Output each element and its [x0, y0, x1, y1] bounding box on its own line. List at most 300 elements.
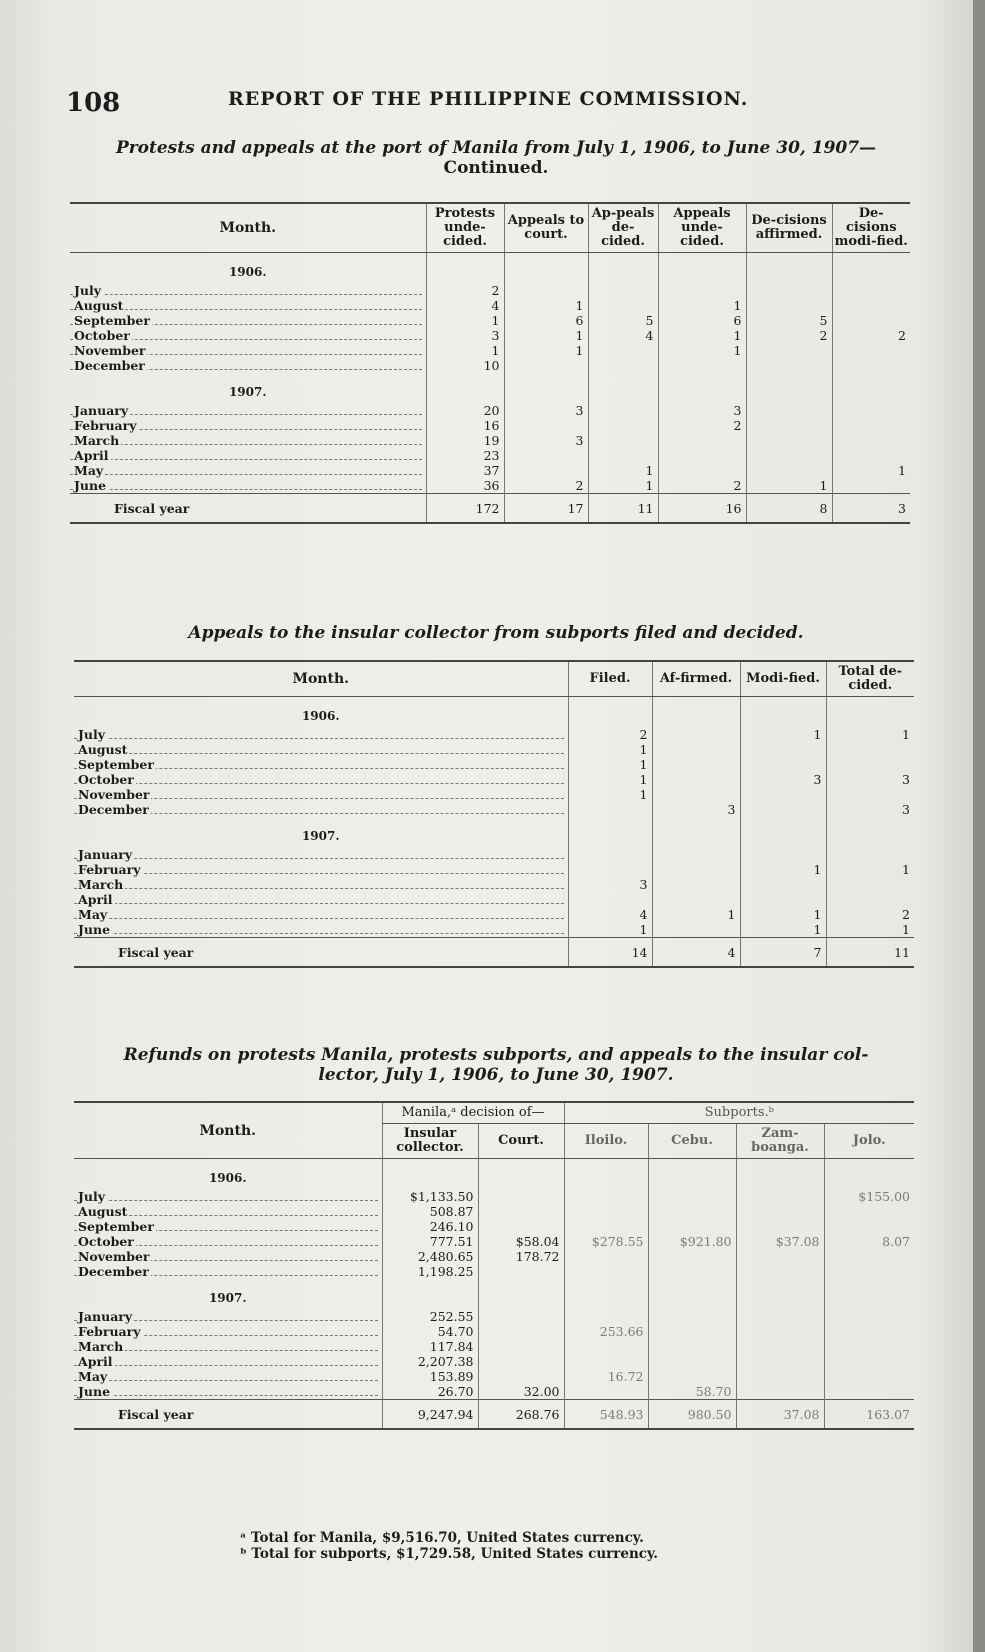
total-value: 17 [504, 494, 588, 524]
value-cell [824, 1309, 914, 1324]
table-row [74, 727, 914, 742]
table-row [74, 892, 914, 907]
value-cell [832, 418, 910, 433]
cell-value: 1 [902, 922, 910, 937]
value-cell [652, 862, 740, 877]
year-label: 1906. [208, 1170, 247, 1185]
cell-value: 1 [491, 313, 500, 328]
cell-value: $278.55 [591, 1234, 644, 1249]
month-cell [74, 1384, 382, 1400]
value-cell [736, 1369, 824, 1384]
table-row [74, 847, 914, 862]
value-cell [568, 892, 652, 907]
value-cell [426, 283, 504, 298]
cell-value: 5 [645, 313, 654, 328]
month-cell [70, 463, 426, 478]
total-value: 268.76 [478, 1400, 564, 1430]
fiscal-year-label: Fiscal year [70, 494, 426, 524]
month-label: March [78, 1339, 124, 1354]
value-cell [740, 802, 826, 817]
leader-dots [74, 903, 564, 904]
cell-value: $37.08 [775, 1234, 820, 1249]
cell [826, 817, 914, 847]
cell-value: $1,133.50 [409, 1189, 474, 1204]
page-number: 108 [66, 88, 121, 118]
leader-dots [74, 1365, 378, 1366]
table3-caption [66, 1045, 926, 1085]
cell-value: 246.10 [429, 1219, 474, 1234]
table-row [70, 478, 910, 494]
month-label: July [78, 1189, 106, 1204]
value-cell [568, 742, 652, 757]
month-label: May [78, 907, 108, 922]
page-header [66, 82, 926, 122]
cell-value: 1 [733, 343, 742, 358]
table-row [74, 757, 914, 772]
value-cell [658, 403, 746, 418]
cell-value: 1 [813, 862, 822, 877]
value-cell [658, 313, 746, 328]
value-cell [588, 403, 658, 418]
value-cell [564, 1369, 648, 1384]
leader-dots [74, 933, 564, 934]
month-cell [74, 877, 568, 892]
table2-caption-text: Appeals to the insular collector from subports filed and decided. [188, 623, 804, 643]
table3-col-header: Iloilo. [564, 1124, 648, 1159]
cell-value: 2,480.65 [417, 1249, 474, 1264]
table-row [70, 433, 910, 448]
month-cell [74, 1219, 382, 1234]
value-cell [824, 1189, 914, 1204]
total-value: 37.08 [736, 1400, 824, 1430]
table-row [70, 418, 910, 433]
month-cell [74, 892, 568, 907]
value-cell [564, 1219, 648, 1234]
table1-col-header: Appeals to court. [504, 203, 588, 253]
table-row [74, 1309, 914, 1324]
value-cell [588, 298, 658, 313]
total-value: 9,247.94 [382, 1400, 478, 1430]
cell-value: 1 [813, 727, 822, 742]
value-cell [658, 433, 746, 448]
month-label: December [74, 358, 145, 373]
table2-col-header: Total de-cided. [826, 661, 914, 697]
value-cell [426, 328, 504, 343]
month-label: November [74, 343, 146, 358]
value-cell [826, 742, 914, 757]
value-cell [824, 1234, 914, 1249]
cell-value: 58.70 [695, 1384, 732, 1399]
fiscal-year-label: Fiscal year [74, 938, 568, 968]
table-row [70, 403, 910, 418]
footnote-a: ᵃ Total for Manila, $9,516.70, United States currency. [240, 1530, 644, 1546]
table2-col-header: Af-firmed. [652, 661, 740, 697]
month-label: August [74, 298, 124, 313]
year-label: 1906. [228, 264, 267, 279]
value-cell [504, 478, 588, 494]
total-value: 163.07 [824, 1400, 914, 1430]
table-row [74, 772, 914, 787]
value-cell [832, 343, 910, 358]
value-cell [740, 922, 826, 938]
value-cell [746, 298, 832, 313]
table2-col-header: Modi-fied. [740, 661, 826, 697]
value-cell [648, 1309, 736, 1324]
cell [824, 1159, 914, 1190]
cell-value: 6 [575, 313, 584, 328]
table-row [70, 283, 910, 298]
leader-dots [74, 738, 564, 739]
month-label: August [78, 1204, 128, 1219]
protests-appeals-table [70, 202, 910, 524]
month-label: November [78, 1249, 150, 1264]
value-cell [568, 787, 652, 802]
month-cell [74, 772, 568, 787]
value-cell [826, 772, 914, 787]
value-cell [564, 1249, 648, 1264]
value-cell [564, 1384, 648, 1400]
value-cell [832, 463, 910, 478]
cell-value: 19 [483, 433, 500, 448]
value-cell [426, 403, 504, 418]
total-value: 8 [746, 494, 832, 524]
value-cell [564, 1324, 648, 1339]
value-cell [648, 1234, 736, 1249]
total-value: 7 [740, 938, 826, 968]
value-cell [478, 1324, 564, 1339]
value-cell [746, 283, 832, 298]
cell [478, 1279, 564, 1309]
value-cell [478, 1204, 564, 1219]
table-row [74, 1249, 914, 1264]
cell-value: 1 [645, 463, 654, 478]
table3-col-header: Zam-boanga. [736, 1124, 824, 1159]
value-cell [564, 1264, 648, 1279]
leader-dots [74, 1380, 378, 1381]
value-cell [736, 1234, 824, 1249]
table-row [74, 907, 914, 922]
value-cell [382, 1384, 478, 1400]
year-row [74, 817, 914, 847]
month-label: February [74, 418, 137, 433]
value-cell [564, 1204, 648, 1219]
leader-dots [74, 1200, 378, 1201]
value-cell [832, 283, 910, 298]
cell-value: 1 [575, 343, 584, 358]
value-cell [658, 298, 746, 313]
table-row [74, 1219, 914, 1234]
value-cell [746, 448, 832, 463]
table2-body [74, 697, 914, 968]
value-cell [588, 313, 658, 328]
cell-value: 26.70 [437, 1384, 474, 1399]
cell [658, 373, 746, 403]
table2-header-row [74, 661, 914, 697]
table1-col-header: Month. [70, 203, 426, 253]
year-row [70, 373, 910, 403]
cell [382, 1279, 478, 1309]
cell-value: 2 [733, 478, 742, 493]
month-cell [74, 1324, 382, 1339]
table3-body [74, 1159, 914, 1430]
month-label: April [78, 892, 113, 907]
cell-value: 1 [639, 757, 648, 772]
value-cell [588, 283, 658, 298]
value-cell [426, 343, 504, 358]
table3-col-header: Cebu. [648, 1124, 736, 1159]
value-cell [568, 922, 652, 938]
cell [648, 1279, 736, 1309]
table1-body [70, 253, 910, 524]
cell-value: 1 [819, 478, 828, 493]
table3-col-header: Insular collector. [382, 1124, 478, 1159]
cell-value: 1 [733, 328, 742, 343]
cell-value: 1 [902, 862, 910, 877]
value-cell [478, 1189, 564, 1204]
value-cell [746, 358, 832, 373]
cell-value: 4 [639, 907, 648, 922]
value-cell [746, 328, 832, 343]
value-cell [588, 463, 658, 478]
value-cell [648, 1384, 736, 1400]
leader-dots [74, 1395, 378, 1396]
total-value: 172 [426, 494, 504, 524]
value-cell [746, 313, 832, 328]
cell [746, 373, 832, 403]
month-cell [70, 343, 426, 358]
cell-value: 253.66 [599, 1324, 644, 1339]
value-cell [478, 1369, 564, 1384]
month-cell [74, 847, 568, 862]
leader-dots [70, 444, 422, 445]
month-label: February [78, 1324, 141, 1339]
table1-caption [66, 138, 926, 178]
month-label: June [78, 1384, 111, 1399]
value-cell [746, 433, 832, 448]
cell-value: 1 [639, 787, 648, 802]
month-cell [74, 1309, 382, 1324]
value-cell [426, 358, 504, 373]
cell-value: 4 [645, 328, 654, 343]
leader-dots [70, 489, 422, 490]
cell-value: 1 [639, 772, 648, 787]
cell-value: 2 [575, 478, 584, 493]
value-cell [426, 298, 504, 313]
value-cell [382, 1369, 478, 1384]
value-cell [564, 1189, 648, 1204]
cell [426, 253, 504, 284]
value-cell [478, 1354, 564, 1369]
value-cell [504, 358, 588, 373]
cell-value: 153.89 [429, 1369, 474, 1384]
value-cell [736, 1339, 824, 1354]
value-cell [382, 1264, 478, 1279]
cell-value: 117.84 [429, 1339, 474, 1354]
fiscal-year-row [70, 494, 910, 524]
table-row [70, 463, 910, 478]
month-label: November [78, 787, 150, 802]
month-cell [70, 283, 426, 298]
value-cell [504, 298, 588, 313]
month-cell [74, 1234, 382, 1249]
table3-col-header: Jolo. [824, 1124, 914, 1159]
year-label: 1906. [301, 708, 340, 723]
table-row [74, 1369, 914, 1384]
value-cell [740, 742, 826, 757]
value-cell [740, 907, 826, 922]
value-cell [824, 1264, 914, 1279]
value-cell [426, 313, 504, 328]
value-cell [426, 463, 504, 478]
month-cell [70, 328, 426, 343]
month-label: January [78, 847, 133, 862]
value-cell [382, 1309, 478, 1324]
value-cell [832, 448, 910, 463]
month-cell [70, 433, 426, 448]
value-cell [824, 1384, 914, 1400]
value-cell [478, 1309, 564, 1324]
value-cell [588, 343, 658, 358]
value-cell [478, 1339, 564, 1354]
cell-value: 5 [819, 313, 828, 328]
cell-value: 1 [639, 742, 648, 757]
month-label: May [78, 1369, 108, 1384]
table1-caption-text: Protests and appeals at the port of Manila from July 1, 1906, to June 30, 1907— [115, 138, 877, 158]
value-cell [740, 847, 826, 862]
value-cell [736, 1249, 824, 1264]
value-cell [658, 448, 746, 463]
leader-dots [74, 888, 564, 889]
value-cell [504, 283, 588, 298]
value-cell [382, 1249, 478, 1264]
value-cell [478, 1264, 564, 1279]
total-value: 11 [588, 494, 658, 524]
cell [832, 253, 910, 284]
cell [740, 817, 826, 847]
month-label: October [78, 772, 134, 787]
month-cell [70, 358, 426, 373]
table-row [70, 448, 910, 463]
value-cell [826, 892, 914, 907]
cell-value: 2 [898, 328, 906, 343]
table1-col-header: Appeals unde-cided. [658, 203, 746, 253]
cell [832, 373, 910, 403]
value-cell [648, 1339, 736, 1354]
table-row [74, 1204, 914, 1219]
value-cell [824, 1339, 914, 1354]
value-cell [648, 1204, 736, 1219]
cell-value: 54.70 [437, 1324, 474, 1339]
cell [382, 1159, 478, 1190]
cell-value: 3 [575, 433, 584, 448]
value-cell [658, 463, 746, 478]
value-cell [648, 1189, 736, 1204]
total-value: 548.93 [564, 1400, 648, 1430]
table-row [74, 1354, 914, 1369]
footnotes [240, 1530, 658, 1562]
page-edge [973, 0, 985, 1652]
value-cell [826, 862, 914, 877]
leader-dots [74, 918, 564, 919]
cell-value: 8.07 [882, 1234, 910, 1249]
value-cell [824, 1354, 914, 1369]
table-row [74, 1264, 914, 1279]
value-cell [826, 802, 914, 817]
value-cell [478, 1249, 564, 1264]
value-cell [568, 757, 652, 772]
month-label: October [78, 1234, 134, 1249]
month-cell [70, 403, 426, 418]
month-label: February [78, 862, 141, 877]
cell [504, 253, 588, 284]
table3-caption-line1: Refunds on protests Manila, protests subports, and appeals to the insular col- [123, 1045, 869, 1065]
cell-value: 4 [491, 298, 500, 313]
cell [824, 1279, 914, 1309]
leader-dots [74, 873, 564, 874]
value-cell [588, 433, 658, 448]
table1-caption-continued: Continued. [443, 158, 549, 178]
month-cell [74, 1264, 382, 1279]
cell-value: 508.87 [429, 1204, 474, 1219]
cell-value: 20 [483, 403, 500, 418]
value-cell [824, 1324, 914, 1339]
table-row [74, 1384, 914, 1400]
value-cell [824, 1249, 914, 1264]
cell [658, 253, 746, 284]
value-cell [568, 862, 652, 877]
value-cell [504, 418, 588, 433]
cell-value: 3 [902, 772, 910, 787]
value-cell [652, 742, 740, 757]
cell-value: 2 [639, 727, 648, 742]
value-cell [648, 1249, 736, 1264]
value-cell [736, 1264, 824, 1279]
value-cell [832, 433, 910, 448]
value-cell [564, 1339, 648, 1354]
table-row [70, 328, 910, 343]
value-cell [426, 433, 504, 448]
fiscal-year-row [74, 1400, 914, 1430]
leader-dots [74, 858, 564, 859]
table-row [74, 787, 914, 802]
value-cell [832, 328, 910, 343]
value-cell [740, 787, 826, 802]
value-cell [382, 1324, 478, 1339]
value-cell [740, 892, 826, 907]
value-cell [746, 478, 832, 494]
table-row [70, 313, 910, 328]
total-value: 980.50 [648, 1400, 736, 1430]
cell-value: 10 [483, 358, 500, 373]
table-row [70, 358, 910, 373]
cell-value: 2 [819, 328, 828, 343]
value-cell [652, 772, 740, 787]
value-cell [564, 1234, 648, 1249]
value-cell [568, 847, 652, 862]
value-cell [736, 1354, 824, 1369]
value-cell [740, 862, 826, 877]
value-cell [832, 313, 910, 328]
running-head: REPORT OF THE PHILIPPINE COMMISSION. [228, 88, 749, 110]
cell-value: 1 [575, 328, 584, 343]
cell-value: 3 [733, 403, 742, 418]
month-label: April [78, 1354, 113, 1369]
value-cell [652, 802, 740, 817]
leader-dots [74, 783, 564, 784]
cell-value: 1 [645, 478, 654, 493]
value-cell [736, 1324, 824, 1339]
cell-value: 3 [575, 403, 584, 418]
